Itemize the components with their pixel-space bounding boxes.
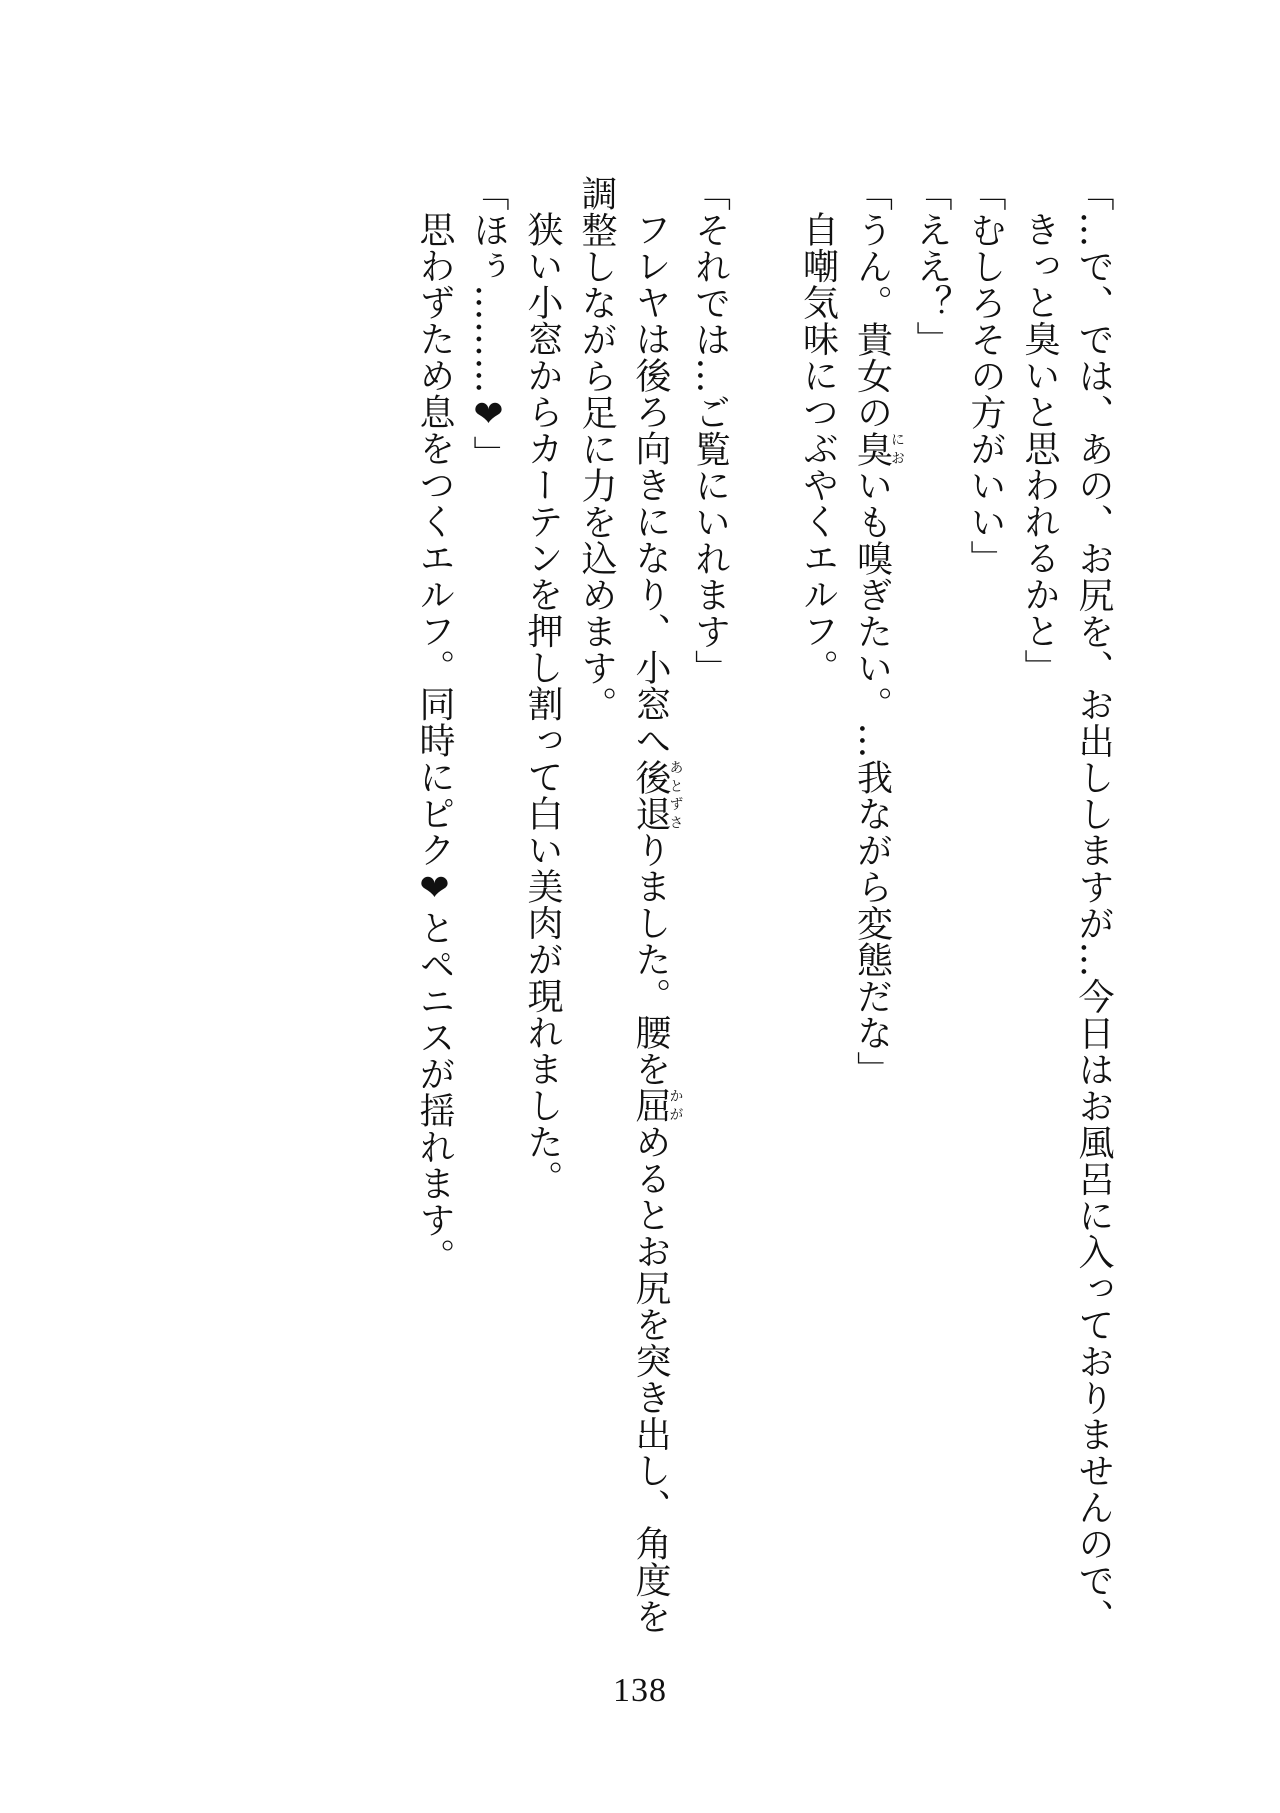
text-line-5-a: 「うん。貴女の bbox=[851, 175, 893, 431]
text-line-3: 「むしろその方がいい」 bbox=[965, 175, 1006, 577]
text-line-5 bbox=[845, 175, 905, 1615]
text-line-13: 思わずため息をつくエルフ。同時にピク❤とペニスが揺れます。 bbox=[414, 211, 455, 1275]
text-line-4: 「ええ？」 bbox=[911, 175, 952, 358]
text-line-9-a: フレヤは後ろ向きになり、小窓へ bbox=[630, 211, 671, 759]
text-line-9-c: めるとお尻を突き出し、角度を bbox=[630, 1123, 671, 1635]
text-line-9 bbox=[623, 175, 684, 1635]
text-line-10: 調整しながら足に力を込めます。 bbox=[576, 175, 617, 723]
ruby-reading-kaga: かが bbox=[667, 1087, 684, 1124]
text-line-11: 狭い小窓からカーテンを押し割って白い美肉が現れました。 bbox=[522, 211, 563, 1197]
text-line-5-b: いも嗅ぎたい。…我ながら変態だな」 bbox=[851, 467, 893, 1088]
blank-line bbox=[737, 175, 791, 1615]
text-line-12: 「ほぅ………❤」 bbox=[468, 175, 509, 472]
ruby-reading-nioi: にお bbox=[889, 430, 905, 467]
text-line-1: 「…で、では、あの、お尻を、お出ししますが…今日はお風呂に入っておりませんので、 bbox=[1073, 175, 1114, 1635]
ruby-atozusa: 後退あとずさ bbox=[630, 758, 684, 832]
vertical-text-block bbox=[160, 175, 1120, 1635]
ruby-reading-atozusa: あとずさ bbox=[667, 758, 684, 832]
ruby-nioi: 臭にお bbox=[851, 430, 905, 467]
page-number: 138 bbox=[613, 1672, 667, 1709]
text-line-8: 「それでは…ご覧にいれます」 bbox=[689, 175, 731, 686]
text-line-2: きっと臭いと思われるかと」 bbox=[1019, 211, 1060, 686]
text-line-6: 自嘲気味につぶやくエルフ。 bbox=[797, 211, 839, 686]
ruby-kaga: 屈かが bbox=[630, 1087, 684, 1124]
text-line-9-b: りました。腰を bbox=[630, 831, 671, 1087]
